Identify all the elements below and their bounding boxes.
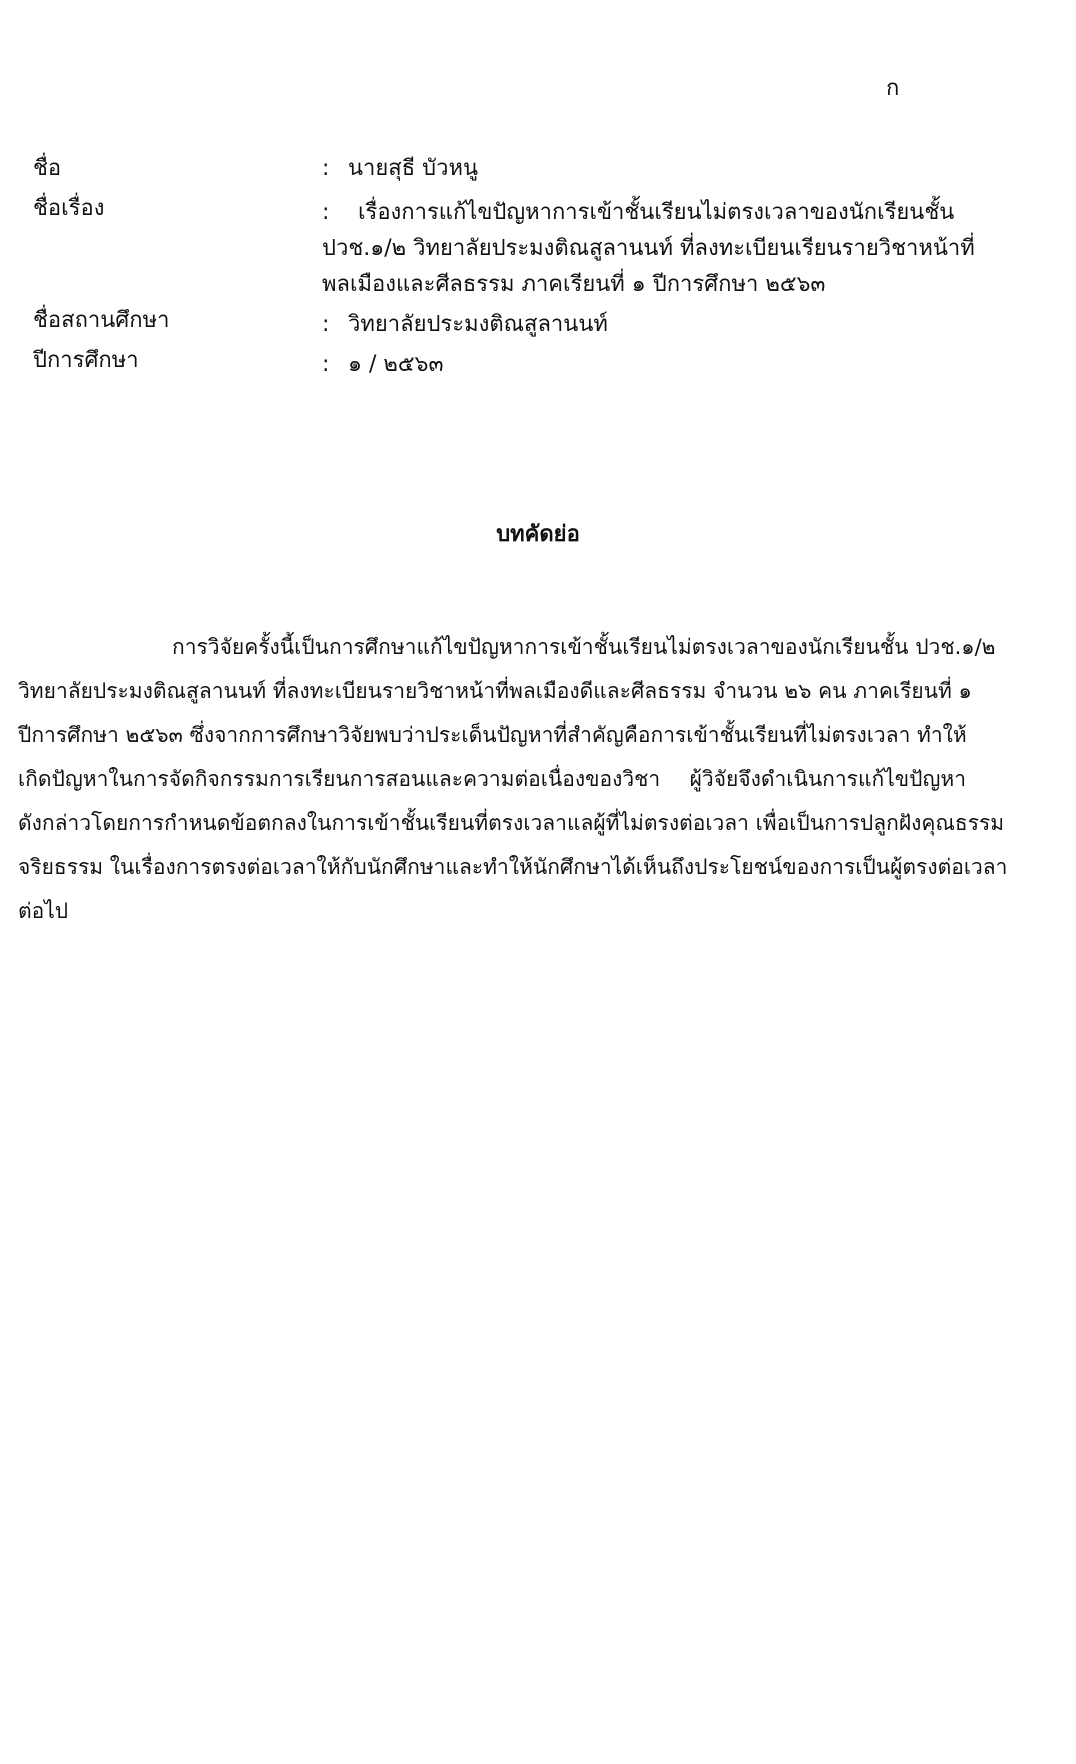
- abstract-line-6: จริยธรรม ในเรื่องการตรงต่อเวลาให้กับนักศึกษาและทำให้นักศึกษาได้เห็นถึงประโยชน์ของการเป็นผู้ตรงต่อเวลา: [18, 855, 1008, 879]
- name-value: นายสุธี บัวหนู: [348, 156, 478, 181]
- abstract-line-7: ต่อไป: [18, 899, 69, 923]
- title-line-3: พลเมืองและศีลธรรม ภาคเรียนที่ ๑ ปีการศึกษา ๒๕๖๓: [322, 272, 826, 297]
- title-row: [322, 194, 954, 229]
- page-number: ก: [886, 76, 900, 101]
- abstract-heading: บทคัดย่อ: [496, 522, 580, 547]
- title-line-2: ปวช.๑/๒ วิทยาลัยประมงติณสูลานนท์ ที่ลงทะเบียนเรียนรายวิชาหน้าที่: [322, 236, 975, 261]
- title-colon: :: [322, 200, 330, 225]
- year-colon: :: [322, 352, 330, 377]
- institution-label: ชื่อสถานศึกษา: [33, 308, 170, 333]
- title-label: ชื่อเรื่อง: [33, 196, 105, 221]
- abstract-line-4: เกิดปัญหาในการจัดกิจกรรมการเรียนการสอนและความต่อเนื่องของวิชา ผู้วิจัยจึงดำเนินการแก้ไขปัญหา: [18, 767, 966, 791]
- name-row: [322, 150, 478, 185]
- year-value: ๑ / ๒๕๖๓: [348, 352, 444, 377]
- abstract-line-5: ดังกล่าวโดยการกำหนดข้อตกลงในการเข้าชั้นเรียนที่ตรงเวลาแลผู้ที่ไม่ตรงต่อเวลา เพื่อเป็นการปลูกฝังคุณธรรม: [18, 811, 1005, 835]
- abstract-line-1: การวิจัยครั้งนี้เป็นการศึกษาแก้ไขปัญหาการเข้าชั้นเรียนไม่ตรงเวลาของนักเรียนชั้น ปวช.๑/๒: [172, 635, 996, 659]
- abstract-line-3: ปีการศึกษา ๒๕๖๓ ซึ่งจากการศึกษาวิจัยพบว่าประเด็นปัญหาที่สำคัญคือการเข้าชั้นเรียนที่ไม่ตรงเวลา ทำให้: [18, 723, 967, 747]
- name-colon: :: [322, 156, 330, 181]
- name-label: ชื่อ: [33, 156, 62, 181]
- abstract-line-2: วิทยาลัยประมงติณสูลานนท์ ที่ลงทะเบียนรายวิชาหน้าที่พลเมืองดีและศีลธรรม จำนวน ๒๖ คน ภาคเรียนที่ ๑: [18, 679, 972, 703]
- title-line-1: เรื่องการแก้ไขปัญหาการเข้าชั้นเรียนไม่ตรงเวลาของนักเรียนชั้น: [358, 200, 955, 225]
- institution-row: [322, 306, 608, 341]
- institution-colon: :: [322, 312, 330, 337]
- year-label: ปีการศึกษา: [33, 348, 139, 373]
- year-row: [322, 346, 444, 381]
- institution-value: วิทยาลัยประมงติณสูลานนท์: [348, 312, 608, 337]
